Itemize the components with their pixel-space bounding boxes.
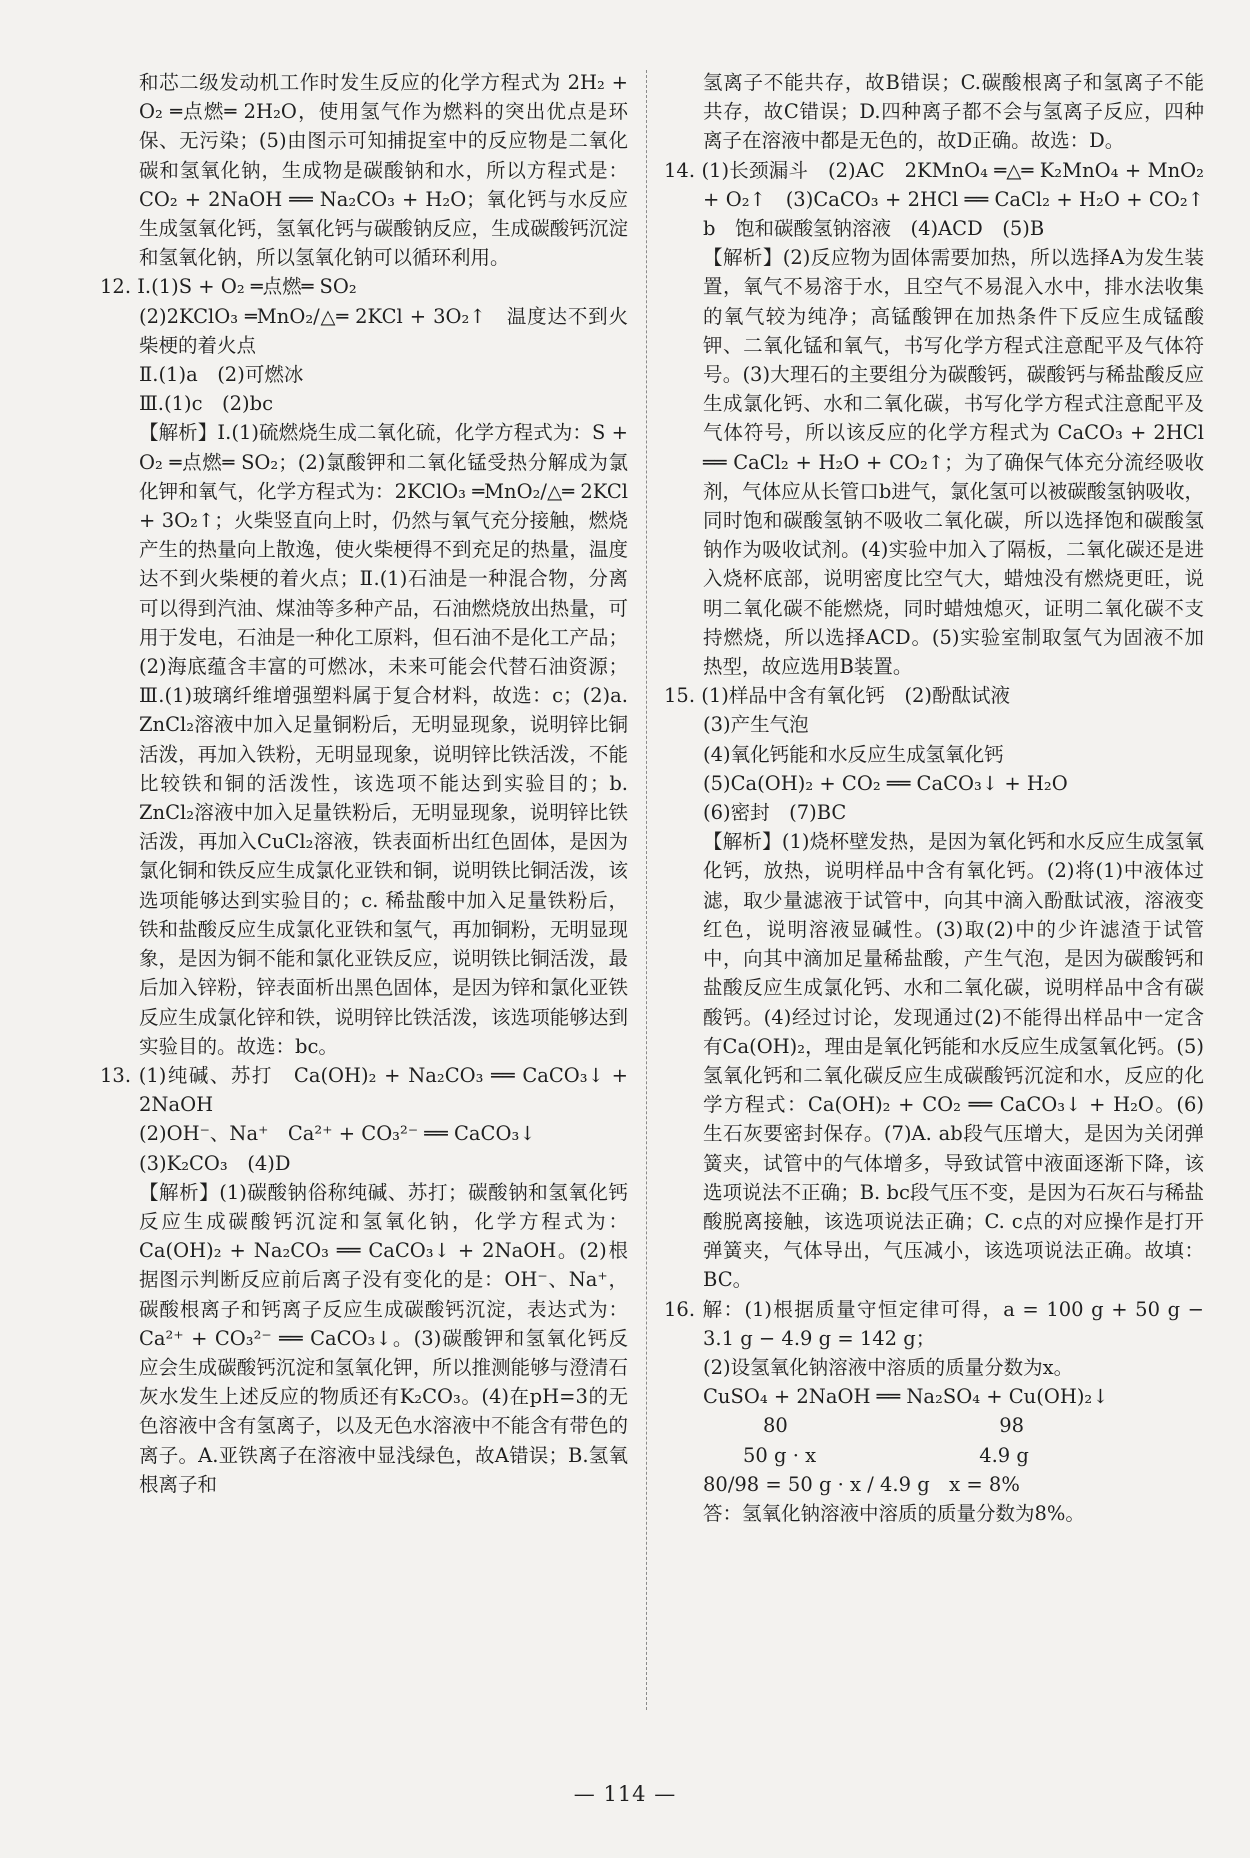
- answer-13-continued: 氢离子不能共存，故B错误；C.碳酸根离子和氢离子不能共存，故C错误；D.四种离子都不会与氢离子反应，四种离子在溶液中都是无色的，故D正确。故选：D。: [703, 71, 1204, 153]
- value-naoh: 50 g · x: [743, 1443, 817, 1467]
- answer-12-part4: Ⅲ.(1)c (2)bc: [139, 392, 274, 416]
- answer-12-part2: (2)2KClO₃ ═MnO₂/△═ 2KCl + 3O₂↑ 温度达不到火柴梗的着火点: [139, 304, 628, 357]
- answer-15-part3: (4)氧化钙能和水反应生成氢氧化钙: [703, 742, 1004, 766]
- answer-16-conclusion: 答：氢氧化钠溶液中溶质的质量分数为8%。: [703, 1501, 1085, 1525]
- answer-14-analysis: 【解析】(2)反应物为固体需要加热，所以选择A为发生装置，氧气不易溶于水，且空气不易混入水中，排水法收集的氧气较为纯净；高锰酸钾在加热条件下反应生成锰酸钾、二氧化锰和氧气，书写化学方程式注意配平及气体符号。(3)大理石的主要组分为碳酸钙，碳酸钙与稀盐酸反应生成氯化钙、水和二氧化碳，书写化学方程式注意配平及气体符号，所以该反应的化学方程式为 CaCO₃ + 2HCl ══ CaCl₂ + H₂O + CO₂↑；为了确保气体充分流经吸收剂，气体应从长管口b进气，氯化氢可以被碳酸氢钠吸收，同时饱和碳酸氢钠不吸收二氧化碳，所以选择饱和碳酸氢钠作为吸收试剂。(4)实验中加入了隔板，二氧化碳还是进入烧杯底部，说明密度比空气大，蜡烛没有燃烧更旺，说明二氧化碳不能燃烧，同时蜡烛熄灭，证明二氧化碳不支持燃烧，所以选择ACD。(5)实验室制取氢气为固液不加热型，故应选用B装置。: [703, 246, 1204, 679]
- answer-15-part2: (3)产生气泡: [703, 713, 809, 737]
- answer-13-part2: (2)OH⁻、Na⁺ Ca²⁺ + CO₃²⁻ ══ CaCO₃↓: [139, 1122, 536, 1146]
- answer-13-part3: (3)K₂CO₃ (4)D: [139, 1151, 291, 1175]
- right-column: [664, 68, 1224, 1528]
- answer-12-analysis: 【解析】Ⅰ.(1)硫燃烧生成二氧化硫，化学方程式为：S + O₂ ═点燃═ SO₂；(2)氯酸钾和二氧化锰受热分解成为氯化钾和氧气，化学方程式为：2KClO₃ ═MnO₂/△═ 2KCl + 3O₂↑；火柴竖直向上时，仍然与氧气充分接触，燃烧产生的热量向上散逸，使火柴梗得不到充足的热量，温度达不到火柴梗的着火点；Ⅱ.(1)石油是一种混合物，分离可以得到汽油、煤油等多种产品，石油燃烧放出热量，可用于发电，石油是一种化工原料，但石油不是化工产品；(2)海底蕴含丰富的可燃冰，未来可能会代替石油资源；Ⅲ.(1)玻璃纤维增强塑料属于复合材料，故选：c；(2)a. ZnCl₂溶液中加入足量铜粉后，无明显现象，说明锌比铜活泼，再加入铁粉，无明显现象，说明锌比铁活泼，不能比较铁和铜的活泼性，该选项不能达到实验目的；b. ZnCl₂溶液中加入足量铁粉后，无明显现象，说明锌比铁活泼，再加入CuCl₂溶液，铁表面析出红色固体，是因为氯化铜和铁反应生成氯化亚铁和铜，说明铁比铜活泼，该选项能够达到实验目的；c. 稀盐酸中加入足量铁粉后，铁和盐酸反应生成氯化亚铁和氢气，再加铜粉，无明显现象，是因为铜不能和氯化亚铁反应，说明铁比铜活泼，最后加入锌粉，锌表面析出黑色固体，是因为锌和氯化亚铁反应生成氯化锌和铁，说明锌比铁活泼，该选项能够达到实验目的。故选：bc。: [139, 421, 628, 1058]
- column-divider: [646, 70, 647, 1710]
- answer-16-molar-mass-row: [664, 1411, 1204, 1440]
- answer-15-part1: 15. (1)样品中含有氧化钙 (2)酚酞试液: [664, 684, 1010, 708]
- answer-12-part1: 12. Ⅰ.(1)S + O₂ ═点燃═ SO₂: [100, 275, 357, 299]
- answer-13-part1: 13. (1)纯碱、苏打 Ca(OH)₂ + Na₂CO₃ ══ CaCO₃↓ + 2NaOH: [100, 1063, 628, 1117]
- answer-16-part2: (2)设氢氧化钠溶液中溶质的质量分数为x。: [703, 1355, 1074, 1379]
- answer-11-continued: 和芯二级发动机工作时发生反应的化学方程式为 2H₂ + O₂ ═点燃═ 2H₂O，使用氢气作为燃料的突出优点是环保、无污染；(5)由图示可知捕捉室中的反应物是二氧化碳和氢氧化钠，生成物是碳酸钠和水，所以方程式是：CO₂ + 2NaOH ══ Na₂CO₃ + H₂O；氧化钙与水反应生成氢氧化钙，氢氧化钙与碳酸钠反应，生成碳酸钙沉淀和氢氧化钠，所以氢氧化钠可以循环利用。: [139, 71, 628, 270]
- molar-mass-cuoh2: 98: [999, 1414, 1025, 1438]
- answer-16-part1: 16. 解：(1)根据质量守恒定律可得，a = 100 g + 50 g − 3.1 g − 4.9 g = 142 g；: [664, 1297, 1204, 1350]
- value-cuoh2: 4.9 g: [979, 1443, 1029, 1467]
- answer-14: 14. (1)长颈漏斗 (2)AC 2KMnO₄ ═△═ K₂MnO₄ + MnO₂ + O₂↑ (3)CaCO₃ + 2HCl ══ CaCl₂ + H₂O + CO₂↑ b 饱和碳酸氢钠溶液 (4)ACD (5)B: [664, 158, 1224, 241]
- molar-mass-naoh: 80: [763, 1414, 788, 1438]
- answer-16-equation: CuSO₄ + 2NaOH ══ Na₂SO₄ + Cu(OH)₂↓: [703, 1385, 1109, 1409]
- answer-15-analysis: 【解析】(1)烧杯壁发热，是因为氧化钙和水反应生成氢氧化钙，放热，说明样品中含有氧化钙。(2)将(1)中液体过滤，取少量滤液于试管中，向其中滴入酚酞试液，溶液变红色，说明溶液显碱性。(3)取(2)中的少许滤渣于试管中，向其中滴加足量稀盐酸，产生气泡，是因为碳酸钙和盐酸反应生成氯化钙、水和二氧化碳，说明样品中含有碳酸钙。(4)经过讨论，发现通过(2)不能得出样品中一定含有Ca(OH)₂，理由是氧化钙能和水反应生成氢氧化钙。(5)氢氧化钙和二氧化碳反应生成碳酸钙沉淀和水，反应的化学方程式：Ca(OH)₂ + CO₂ ══ CaCO₃↓ + H₂O。(6)生石灰要密封保存。(7)A. ab段气压增大，是因为关闭弹簧夹，试管中的气体增多，导致试管中液面逐渐下降，该选项说法不正确；B. bc段气压不变，是因为石灰石与稀盐酸脱离接触，该选项说法正确；C. c点的对应操作是打开弹簧夹，气体导出，气压减小，该选项说法正确。故填：BC。: [703, 830, 1204, 1292]
- answer-16-ratio: 80/98 = 50 g · x / 4.9 g x = 8%: [703, 1472, 1020, 1496]
- answer-15-part4: (5)Ca(OH)₂ + CO₂ ══ CaCO₃↓ + H₂O: [703, 771, 1068, 795]
- left-column: [100, 68, 628, 1499]
- answer-15-part5: (6)密封 (7)BC: [703, 801, 847, 825]
- page-number: — 114 —: [573, 1782, 677, 1806]
- answer-13-analysis: 【解析】(1)碳酸钠俗称纯碱、苏打；碳酸钠和氢氧化钙反应生成碳酸钙沉淀和氢氧化钠，化学方程式为：Ca(OH)₂ + Na₂CO₃ ══ CaCO₃↓ + 2NaOH。(2)根据图示判断反应前后离子没有变化的是：OH⁻、Na⁺，碳酸根离子和钙离子反应生成碳酸钙沉淀，表达式为：Ca²⁺ + CO₃²⁻ ══ CaCO₃↓。(3)碳酸钾和氢氧化钙反应会生成碳酸钙沉淀和氢氧化钾，所以推测能够与澄清石灰水发生上述反应的物质还有K₂CO₃。(4)在pH=3的无色溶液中含有氢离子，以及无色水溶液中不能含有带色的离子。A.亚铁离子在溶液中显浅绿色，故A错误；B.氢氧根离子和: [139, 1180, 628, 1496]
- answer-12-part3: Ⅱ.(1)a (2)可燃冰: [139, 363, 304, 387]
- answer-16-value-row: [664, 1441, 1204, 1470]
